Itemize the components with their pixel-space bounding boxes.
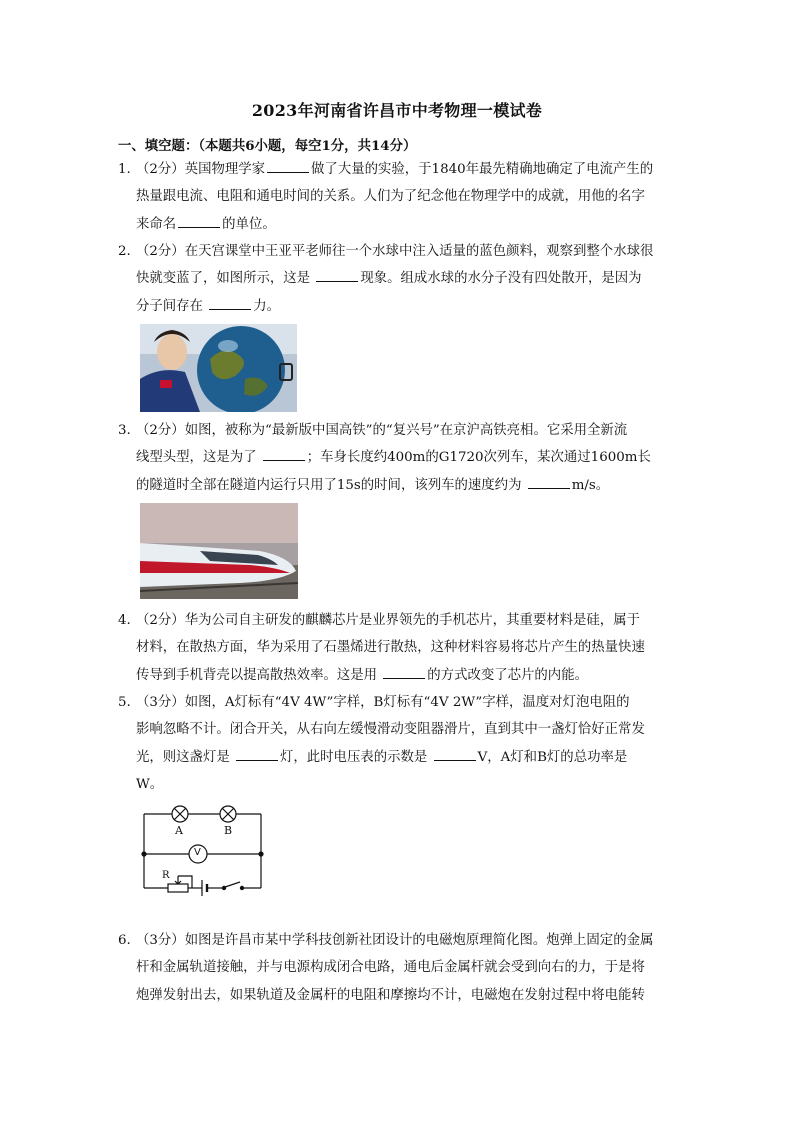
voltmeter-label: V: [194, 847, 201, 858]
question-text: 的方式改变了芯片的内能。: [427, 667, 588, 683]
question-text: （3分）如图，A灯标有“4V 4W”字样，B灯标有“4V 2W”字样，温度对灯泡电阻的: [136, 695, 630, 710]
question-text: 快就变蓝了，如图所示，这是: [136, 271, 315, 287]
question-2: [118, 238, 678, 320]
question-text: 灯，此时电压表的示数是: [280, 749, 432, 765]
question-text: V，A灯和B灯的总功率是: [477, 749, 628, 765]
question-text: 来命名: [136, 216, 177, 232]
question-text: 杆和金属轨道接触，并与电源构成闭合电路，通电后金属杆就会受到向右的力，于是将: [136, 960, 645, 976]
question-number: 6.: [118, 933, 131, 948]
question-text: （2分）华为公司自主研发的麒麟芯片是业界领先的手机芯片，其重要材料是硅，属于: [136, 613, 640, 628]
question-text: 线型头型，这是为了: [136, 450, 261, 466]
question-text: ；车身长度约400m的G1720次列车，某次通过1600m长: [306, 450, 651, 466]
question-text: 做了大量的实验，于1840年最先精确地确定了电流产生的: [311, 162, 654, 177]
question-text: 分子间存在: [136, 298, 208, 314]
answer-blank[interactable]: [434, 746, 476, 761]
question-text: （2分）如图，被称为“最新版中国高铁”的“复兴号”在京沪高铁亮相。它采用全新流: [136, 423, 628, 438]
circuit-diagram: [136, 800, 268, 898]
question-text: m/s。: [571, 477, 610, 493]
question-text: （2分）英国物理学家: [136, 162, 266, 177]
question-4: [118, 607, 678, 689]
question-text: W。: [136, 776, 164, 792]
question-6: [118, 927, 678, 1009]
high-speed-train-photo: [140, 503, 298, 599]
question-3: [118, 417, 678, 499]
question-text: 的隧道时全部在隧道内运行只用了15s的时间，该列车的速度约为: [136, 477, 526, 493]
question-text: 炮弹发射出去，如果轨道及金属杆的电阻和摩擦均不计，电磁炮在发射过程中将电能转: [136, 987, 645, 1003]
question-text: 现象。组成水球的水分子没有四处散开，是因为: [360, 271, 642, 287]
question-number: 4.: [118, 613, 131, 628]
answer-blank[interactable]: [316, 267, 358, 282]
question-text: 材料，在散热方面，华为采用了石墨烯进行散热，这种材料容易将芯片产生的热量快速: [136, 640, 645, 656]
rheostat-symbol: [168, 884, 188, 892]
lamp-a-label: A: [175, 824, 183, 837]
question-5: [118, 689, 678, 798]
answer-blank[interactable]: [383, 664, 425, 679]
answer-blank[interactable]: [528, 474, 570, 489]
page-title: 2023年河南省许昌市中考物理一模试卷: [251, 101, 543, 120]
question-1: [118, 156, 678, 238]
question-text: （2分）在天宫课堂中王亚平老师往一个水球中注入适量的蓝色颜料，观察到整个水球很: [136, 244, 654, 259]
section-heading: 一、填空题：（本题共6小题，每空1分，共14分）: [118, 138, 417, 154]
question-text: 力。: [253, 298, 280, 314]
question-number: 3.: [118, 423, 131, 438]
answer-blank[interactable]: [178, 213, 220, 228]
answer-blank[interactable]: [236, 746, 278, 761]
question-text: 的单位。: [222, 216, 276, 232]
question-number: 5.: [118, 695, 131, 710]
question-text: 影响忽略不计。闭合开关，从右向左缓慢滑动变阻器滑片，直到其中一盏灯恰好正常发: [136, 722, 645, 738]
rheostat-label: R: [162, 870, 170, 881]
question-number: 1.: [118, 162, 131, 177]
question-text: （3分）如图是许昌市某中学科技创新社团设计的电磁炮原理简化图。炮弹上固定的金属: [136, 933, 654, 948]
lamp-b-label: B: [224, 824, 233, 837]
answer-blank[interactable]: [263, 446, 305, 461]
water-ball-photo: [140, 324, 297, 412]
question-number: 2.: [118, 244, 131, 259]
answer-blank[interactable]: [209, 295, 251, 310]
question-text: 光，则这盏灯是: [136, 749, 234, 765]
answer-blank[interactable]: [267, 158, 309, 173]
question-text: 热量跟电流、电阻和通电时间的关系。人们为了纪念他在物理学中的成就，用他的名字: [136, 189, 645, 205]
question-text: 传导到手机背壳以提高散热效率。这是用: [136, 667, 382, 683]
